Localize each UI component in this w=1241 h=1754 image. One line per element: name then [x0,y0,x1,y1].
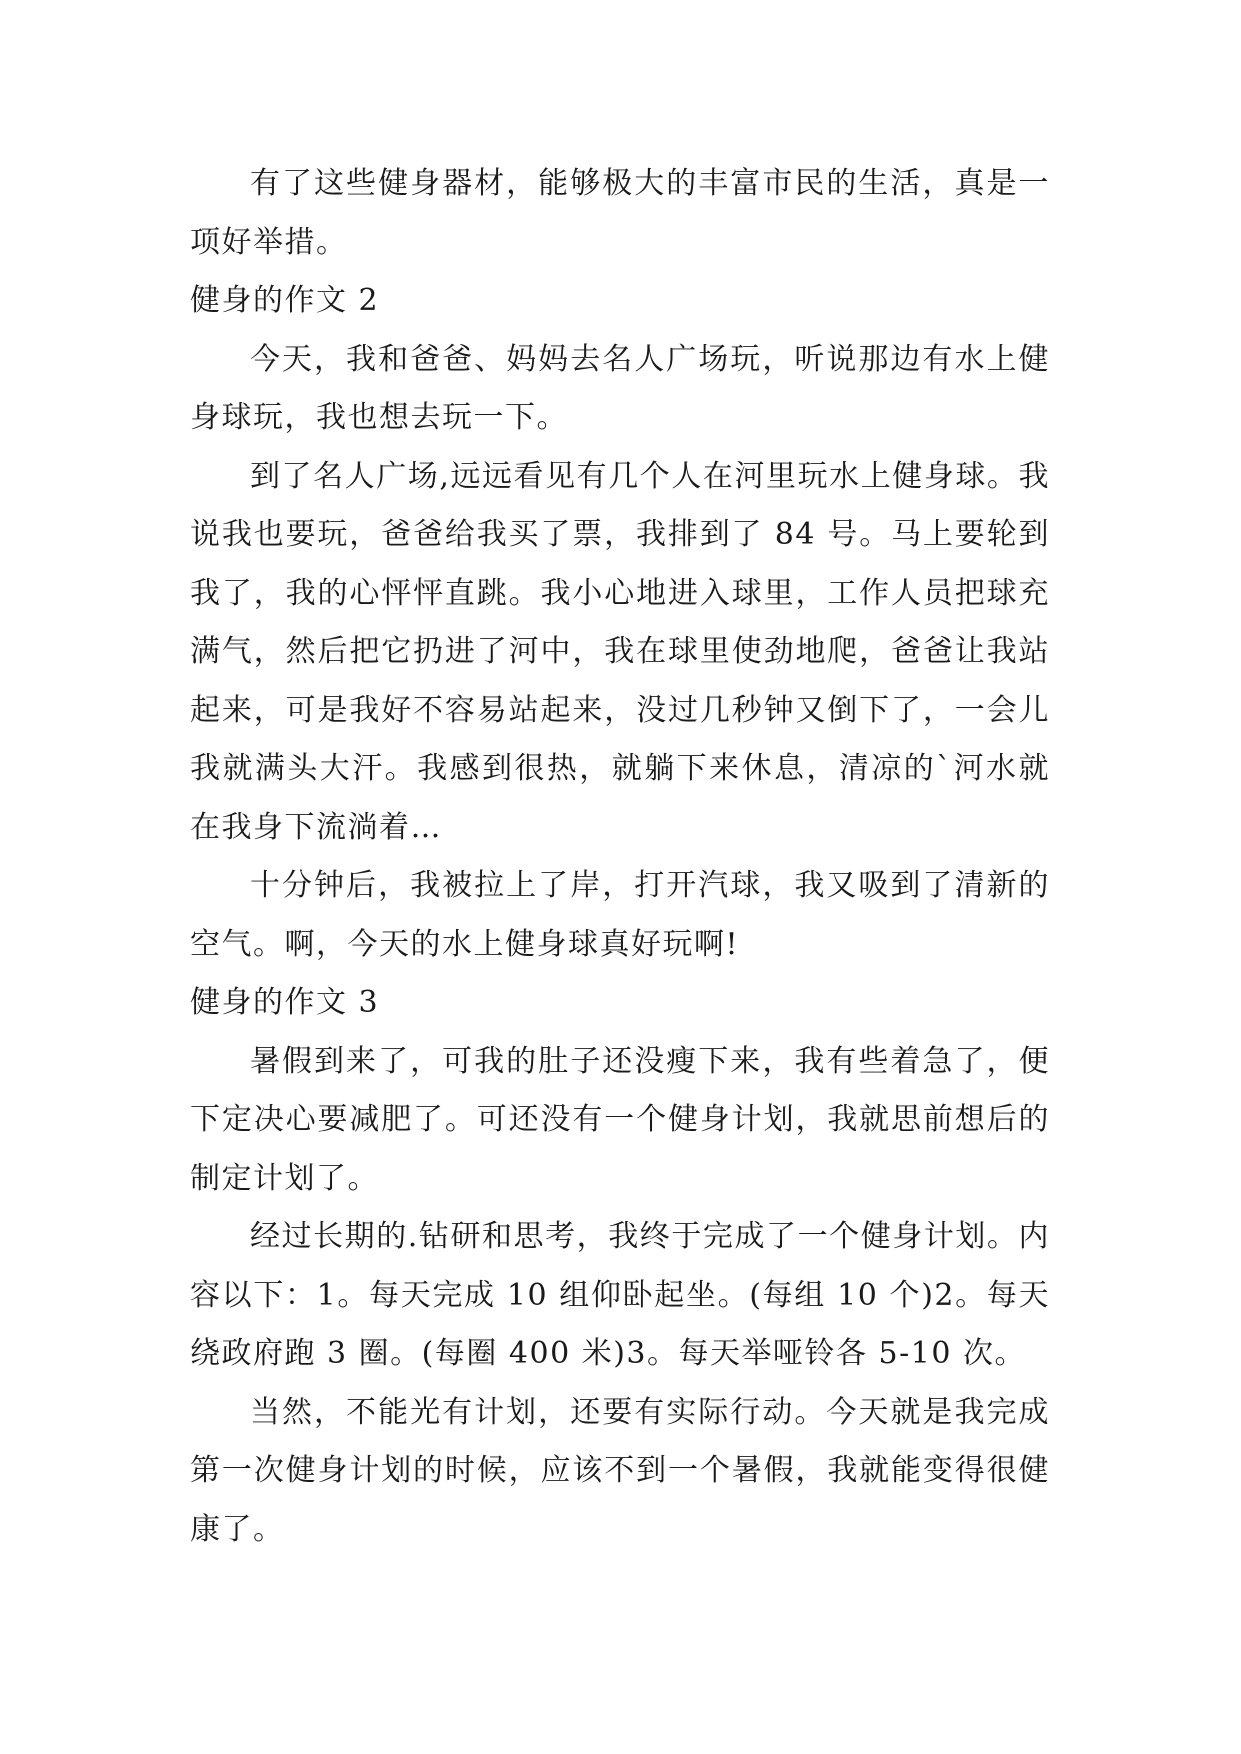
paragraph: 今天，我和爸爸、妈妈去名人广场玩，听说那边有水上健身球玩，我也想去玩一下。 [190,341,1050,435]
paragraph: 经过长期的.钻研和思考，我终于完成了一个健身计划。内容以下：1。每天完成 10 组仰卧起坐。(每组 10 个)2。每天绕政府跑 3 圈。(每圈 400 米)3。每天举哑铃各 5-10 次。 [190,1219,1050,1371]
section-heading: 健身的作文 2 [190,283,380,318]
paragraph: 到了名人广场,远远看见有几个人在河里玩水上健身球。我说我也要玩，爸爸给我买了票，我排到了 84 号。马上要轮到我了，我的心怦怦直跳。我小心地进入球里，工作人员把球充满气，然后把它扔进了河中，我在球里使劲地爬，爸爸让我站起来，可是我好不容易站起来，没过几秒钟又倒下了，一会儿我就满头大汗。我感到很热，就躺下来休息，清凉的`河水就在我身下流淌着… [190,458,1050,845]
section-heading: 健身的作文 3 [190,985,380,1020]
paragraph: 当然，不能光有计划，还要有实际行动。今天就是我完成第一次健身计划的时候，应该不到一个暑假，我就能变得很健康了。 [190,1394,1050,1547]
document-body [190,155,1050,1559]
paragraph: 有了这些健身器材，能够极大的丰富市民的生活，真是一项好举措。 [190,166,1050,260]
paragraph: 十分钟后，我被拉上了岸，打开汽球，我又吸到了清新的空气。啊，今天的水上健身球真好玩啊! [190,868,1050,962]
paragraph: 暑假到来了，可我的肚子还没瘦下来，我有些着急了，便下定决心要减肥了。可还没有一个健身计划，我就思前想后的制定计划了。 [190,1043,1050,1196]
